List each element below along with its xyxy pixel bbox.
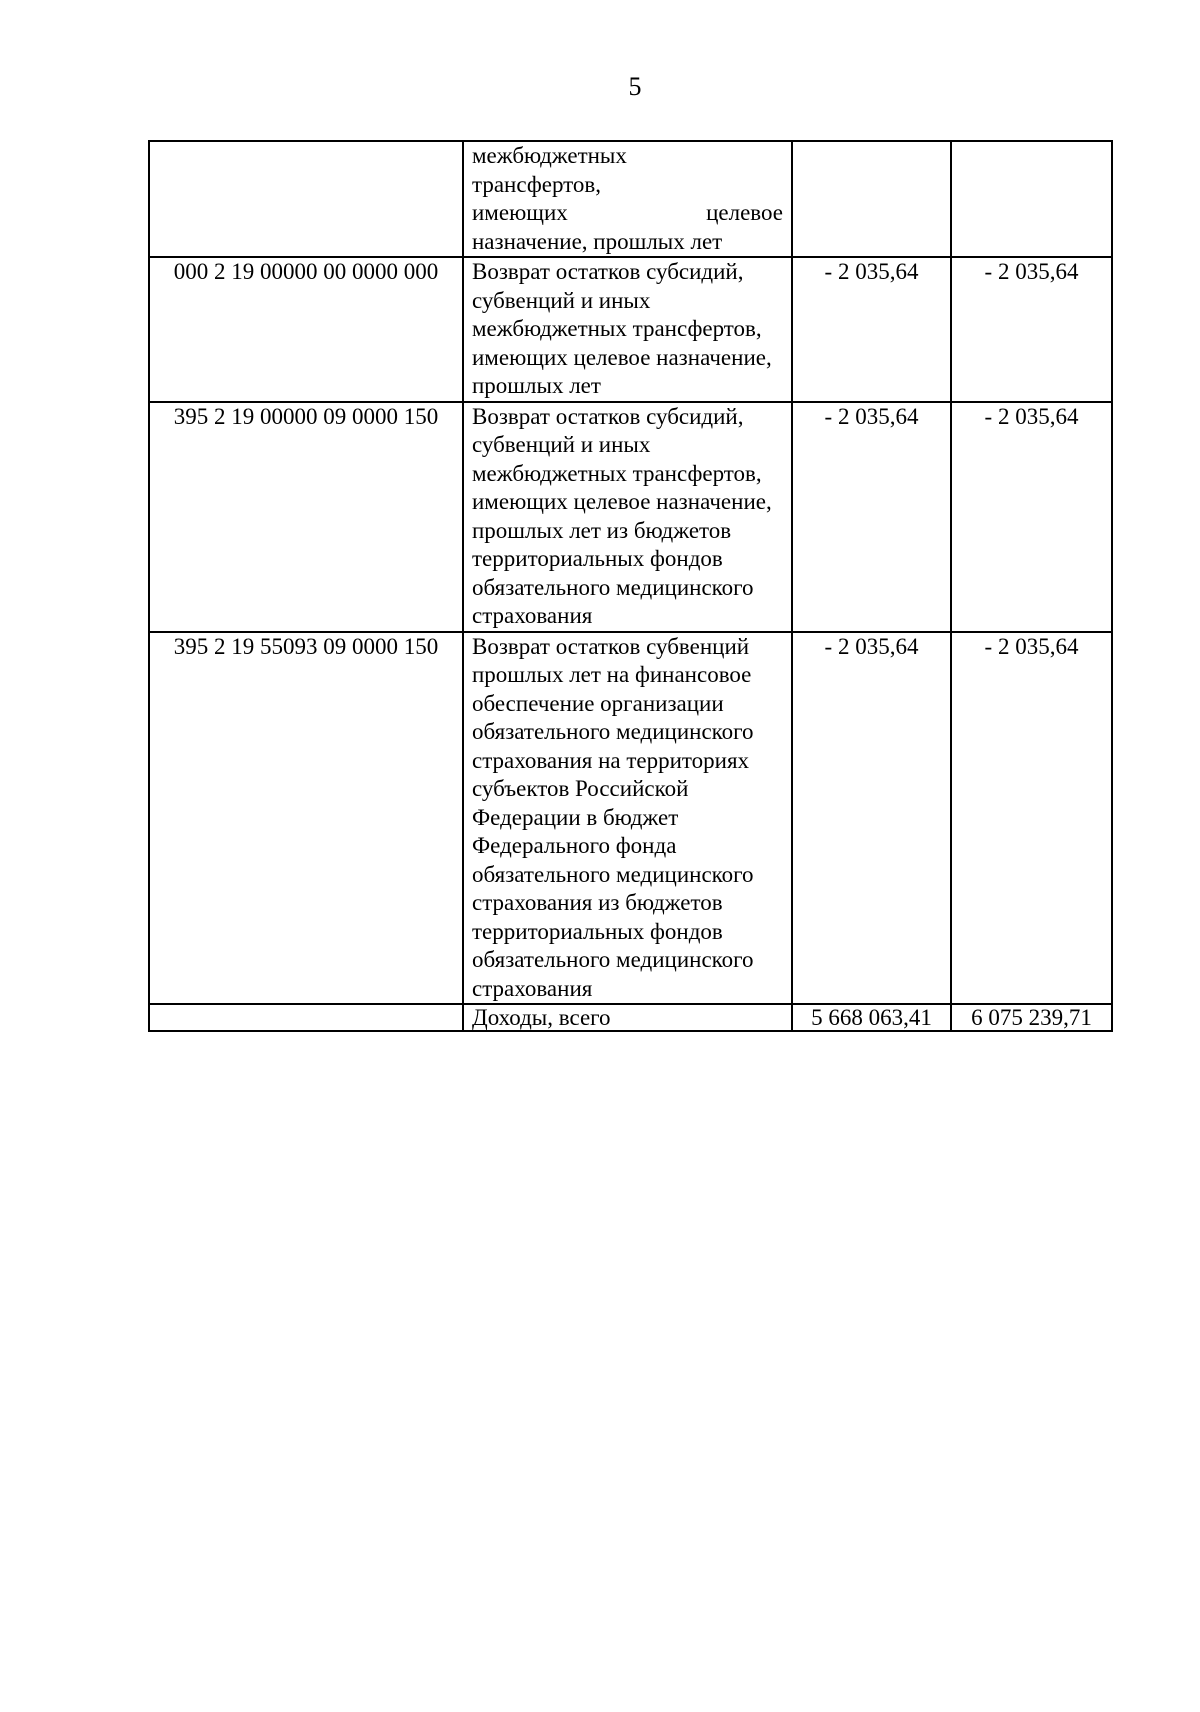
- total-label: Доходы, всего: [463, 1004, 792, 1031]
- name-line: трансфертов,: [472, 171, 602, 197]
- value-1-cell: [792, 141, 951, 257]
- value-1-cell: - 2 035,64: [792, 402, 951, 632]
- code-cell: 000 2 19 00000 00 0000 000: [149, 257, 463, 402]
- name-line: назначение, прошлых лет: [472, 228, 723, 254]
- value-2-cell: - 2 035,64: [951, 257, 1112, 402]
- code-cell: [149, 141, 463, 257]
- name-word: целевое: [706, 200, 783, 225]
- value-2-cell: [951, 141, 1112, 257]
- page-number: 5: [628, 72, 642, 101]
- total-row: [149, 1004, 1112, 1031]
- code-cell: 395 2 19 55093 09 0000 150: [149, 632, 463, 1005]
- table-row: [149, 632, 1112, 1005]
- code-cell: 395 2 19 00000 09 0000 150: [149, 402, 463, 632]
- total-value-1: 5 668 063,41: [792, 1004, 951, 1031]
- value-1-cell: - 2 035,64: [792, 632, 951, 1005]
- name-cell: Возврат остатков субсидий, субвенций и иных межбюджетных трансфертов, имеющих целевое назначение, прошлых лет: [463, 257, 792, 402]
- name-cell: Возврат остатков субвенций прошлых лет на финансовое обеспечение организации обязательного медицинского страхования на территориях субъектов Российской Федерации в бюджет Федерального фонда обязательного медицинского страхования из бюджетов территориальных фондов обязательного медицинского страхования: [463, 632, 792, 1005]
- budget-table: [148, 140, 1113, 1032]
- name-line: межбюджетных: [472, 143, 627, 168]
- name-word: имеющих: [472, 200, 568, 225]
- value-2-cell: - 2 035,64: [951, 632, 1112, 1005]
- name-cell: Возврат остатков субсидий, субвенций и иных межбюджетных трансфертов, имеющих целевое назначение, прошлых лет из бюджетов территориальных фондов обязательного медицинского страхования: [463, 402, 792, 632]
- table-row: [149, 402, 1112, 632]
- name-cell: [463, 141, 792, 257]
- value-1-cell: - 2 035,64: [792, 257, 951, 402]
- total-value-2: 6 075 239,71: [951, 1004, 1112, 1031]
- table-row: [149, 141, 1112, 257]
- value-2-cell: - 2 035,64: [951, 402, 1112, 632]
- table-row: [149, 257, 1112, 402]
- total-code-cell: [149, 1004, 463, 1031]
- name-line-justified: [472, 199, 783, 228]
